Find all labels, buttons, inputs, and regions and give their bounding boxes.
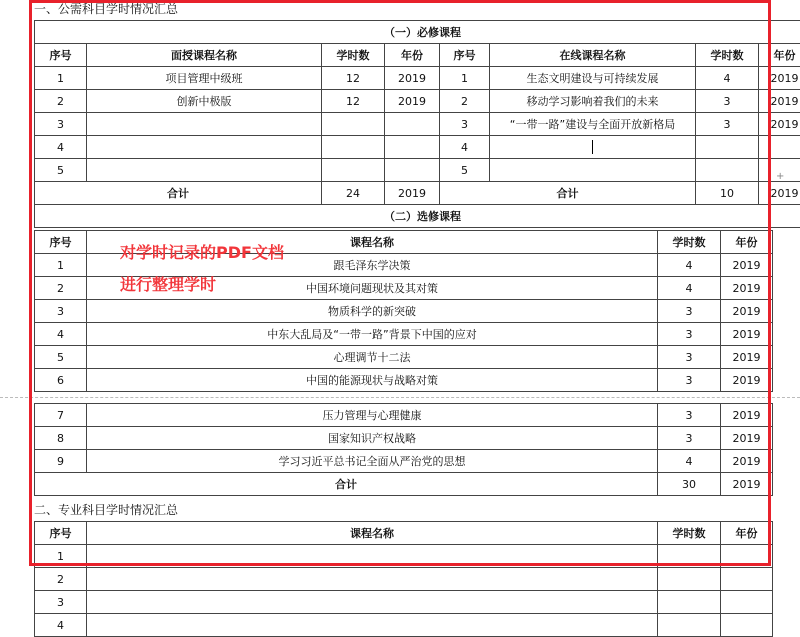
header-offline-course: 面授课程名称 — [87, 44, 322, 67]
cell-course[interactable]: 项目管理中级班 — [87, 67, 322, 90]
cell-hours[interactable]: 3 — [696, 113, 759, 136]
total-label: 合计 — [440, 182, 696, 205]
cell-hours[interactable] — [658, 591, 721, 614]
header-year: 年份 — [721, 231, 773, 254]
cell-course[interactable]: 国家知识产权战略 — [87, 427, 658, 450]
annotation-line-2: 进行整理学时 — [120, 272, 216, 295]
cell-index[interactable]: 7 — [35, 404, 87, 427]
cell-hours[interactable]: 4 — [658, 254, 721, 277]
cell-year[interactable]: 2019 — [721, 300, 773, 323]
cell-index[interactable]: 5 — [35, 159, 87, 182]
cell-hours[interactable] — [658, 614, 721, 637]
table-row — [35, 614, 773, 637]
cell-index[interactable]: 1 — [440, 67, 490, 90]
cell-course[interactable]: 生态文明建设与可持续发展 — [490, 67, 696, 90]
cell-hours[interactable] — [696, 136, 759, 159]
cell-index[interactable]: 3 — [35, 591, 87, 614]
cell-course[interactable]: 中国的能源现状与战略对策 — [87, 369, 658, 392]
cell-year[interactable]: 2019 — [721, 323, 773, 346]
table-row — [35, 369, 773, 392]
cell-hours[interactable]: 4 — [658, 450, 721, 473]
table-row — [35, 591, 773, 614]
required-header-row — [35, 44, 800, 67]
cell-year[interactable] — [721, 545, 773, 568]
cell-hours[interactable]: 3 — [658, 346, 721, 369]
header-year: 年份 — [385, 44, 440, 67]
total-label: 合计 — [35, 473, 658, 496]
cell-year[interactable]: 2019 — [721, 404, 773, 427]
cell-hours[interactable]: 3 — [658, 369, 721, 392]
cell-hours[interactable] — [658, 568, 721, 591]
cell-index[interactable]: 3 — [440, 113, 490, 136]
cell-course[interactable]: 创新中极版 — [87, 90, 322, 113]
total-year[interactable]: 2019 — [759, 182, 800, 205]
total-hours[interactable]: 24 — [322, 182, 385, 205]
cell-course[interactable]: 物质科学的新突破 — [87, 300, 658, 323]
cell-year[interactable]: 2019 — [721, 254, 773, 277]
cell-course[interactable]: 中东大乱局及“一带一路”背景下中国的应对 — [87, 323, 658, 346]
required-title: （一）必修课程 — [35, 21, 800, 44]
cell-index[interactable]: 2 — [440, 90, 490, 113]
cell-course[interactable] — [87, 545, 658, 568]
cell-hours[interactable] — [322, 113, 385, 136]
cell-index[interactable]: 5 — [440, 159, 490, 182]
cell-course[interactable] — [87, 159, 322, 182]
cell-hours[interactable] — [322, 159, 385, 182]
cell-year[interactable]: 2019 — [385, 67, 440, 90]
cell-hours[interactable] — [322, 136, 385, 159]
header-hours: 学时数 — [658, 522, 721, 545]
cell-course[interactable]: 学习习近平总书记全面从严治党的思想 — [87, 450, 658, 473]
header-hours: 学时数 — [322, 44, 385, 67]
cell-hours[interactable]: 3 — [658, 427, 721, 450]
cell-index[interactable]: 2 — [35, 90, 87, 113]
cell-index[interactable]: 2 — [35, 277, 87, 300]
cell-course[interactable]: 心理调节十二法 — [87, 346, 658, 369]
cell-course[interactable]: 中国环境问题现状及其对策 — [87, 277, 658, 300]
table-resize-handle-icon[interactable]: + — [776, 171, 784, 182]
cell-year[interactable]: 2019 — [759, 113, 800, 136]
cell-hours[interactable]: 12 — [322, 67, 385, 90]
cell-course[interactable] — [490, 159, 696, 182]
elective-total-row — [35, 473, 773, 496]
page-break-line — [0, 397, 800, 398]
cell-hours[interactable]: 3 — [658, 300, 721, 323]
text-cursor — [592, 140, 593, 154]
cell-index[interactable]: 1 — [35, 545, 87, 568]
cell-year[interactable]: 2019 — [721, 450, 773, 473]
cell-hours[interactable] — [696, 159, 759, 182]
professional-header-row — [35, 522, 773, 545]
cell-course[interactable]: “一带一路”建设与全面开放新格局 — [490, 113, 696, 136]
header-index: 序号 — [35, 44, 87, 67]
table-row — [35, 450, 773, 473]
elective-courses-table-continued — [34, 403, 773, 496]
header-year: 年份 — [759, 44, 800, 67]
table-row — [35, 545, 773, 568]
cell-index[interactable]: 9 — [35, 450, 87, 473]
cell-course[interactable] — [87, 136, 322, 159]
table-row — [35, 90, 800, 113]
cell-index[interactable]: 6 — [35, 369, 87, 392]
header-index: 序号 — [440, 44, 490, 67]
cell-index[interactable]: 3 — [35, 113, 87, 136]
cell-course[interactable] — [87, 113, 322, 136]
cell-index[interactable]: 4 — [35, 323, 87, 346]
header-index: 序号 — [35, 231, 87, 254]
cell-index[interactable]: 4 — [440, 136, 490, 159]
annotation-line-1: 对学时记录的PDF文档 — [120, 240, 284, 263]
elective-title: （二）选修课程 — [35, 205, 800, 228]
cell-index[interactable]: 8 — [35, 427, 87, 450]
total-hours[interactable]: 10 — [696, 182, 759, 205]
cell-index[interactable]: 1 — [35, 67, 87, 90]
required-courses-table — [34, 20, 800, 228]
cell-year[interactable] — [721, 614, 773, 637]
cell-year[interactable] — [385, 159, 440, 182]
total-year[interactable]: 2019 — [385, 182, 440, 205]
cell-year[interactable] — [385, 113, 440, 136]
section1-title: 一、公需科目学时情况汇总 — [34, 1, 178, 17]
cell-index[interactable]: 5 — [35, 346, 87, 369]
cell-year[interactable]: 2019 — [759, 67, 800, 90]
total-hours[interactable]: 30 — [658, 473, 721, 496]
header-year: 年份 — [721, 522, 773, 545]
total-year[interactable]: 2019 — [721, 473, 773, 496]
header-index: 序号 — [35, 522, 87, 545]
cell-hours[interactable] — [658, 545, 721, 568]
table-row — [35, 427, 773, 450]
header-hours: 学时数 — [696, 44, 759, 67]
cell-year[interactable] — [385, 136, 440, 159]
total-label: 合计 — [35, 182, 322, 205]
cell-year[interactable] — [759, 136, 800, 159]
table-row — [35, 159, 800, 182]
header-online-course: 在线课程名称 — [490, 44, 696, 67]
cell-year[interactable]: 2019 — [721, 369, 773, 392]
header-course: 课程名称 — [87, 522, 658, 545]
cell-course[interactable]: 移动学习影响着我们的未来 — [490, 90, 696, 113]
table-row — [35, 67, 800, 90]
cell-year[interactable] — [721, 568, 773, 591]
table-row — [35, 404, 773, 427]
cell-index[interactable]: 4 — [35, 614, 87, 637]
cell-hours[interactable]: 4 — [696, 67, 759, 90]
cell-hours[interactable]: 3 — [658, 323, 721, 346]
cell-year[interactable]: 2019 — [721, 277, 773, 300]
cell-index[interactable]: 2 — [35, 568, 87, 591]
section2-title: 二、专业科目学时情况汇总 — [34, 502, 178, 518]
cell-year[interactable] — [721, 591, 773, 614]
table-row — [35, 300, 773, 323]
cell-hours[interactable]: 3 — [658, 404, 721, 427]
required-total-row — [35, 182, 800, 205]
cell-index[interactable]: 3 — [35, 300, 87, 323]
header-course: 课程名称 — [87, 231, 658, 254]
table-row — [35, 323, 773, 346]
cell-course[interactable] — [87, 591, 658, 614]
cell-course[interactable] — [87, 614, 658, 637]
table-row — [35, 136, 800, 159]
cell-year[interactable]: 2019 — [721, 427, 773, 450]
cell-course[interactable] — [87, 568, 658, 591]
cell-course[interactable]: 压力管理与心理健康 — [87, 404, 658, 427]
cell-hours[interactable]: 3 — [696, 90, 759, 113]
cell-hours[interactable]: 4 — [658, 277, 721, 300]
cell-course[interactable]: 跟毛泽东学决策 — [87, 254, 658, 277]
table-row — [35, 346, 773, 369]
cell-index[interactable]: 1 — [35, 254, 87, 277]
table-row — [35, 113, 800, 136]
header-hours: 学时数 — [658, 231, 721, 254]
table-row — [35, 568, 773, 591]
cell-hours[interactable]: 12 — [322, 90, 385, 113]
cell-year[interactable]: 2019 — [759, 90, 800, 113]
cell-index[interactable]: 4 — [35, 136, 87, 159]
cell-course-active[interactable] — [490, 136, 696, 159]
professional-courses-table — [34, 521, 773, 637]
cell-year[interactable]: 2019 — [721, 346, 773, 369]
cell-year[interactable]: 2019 — [385, 90, 440, 113]
